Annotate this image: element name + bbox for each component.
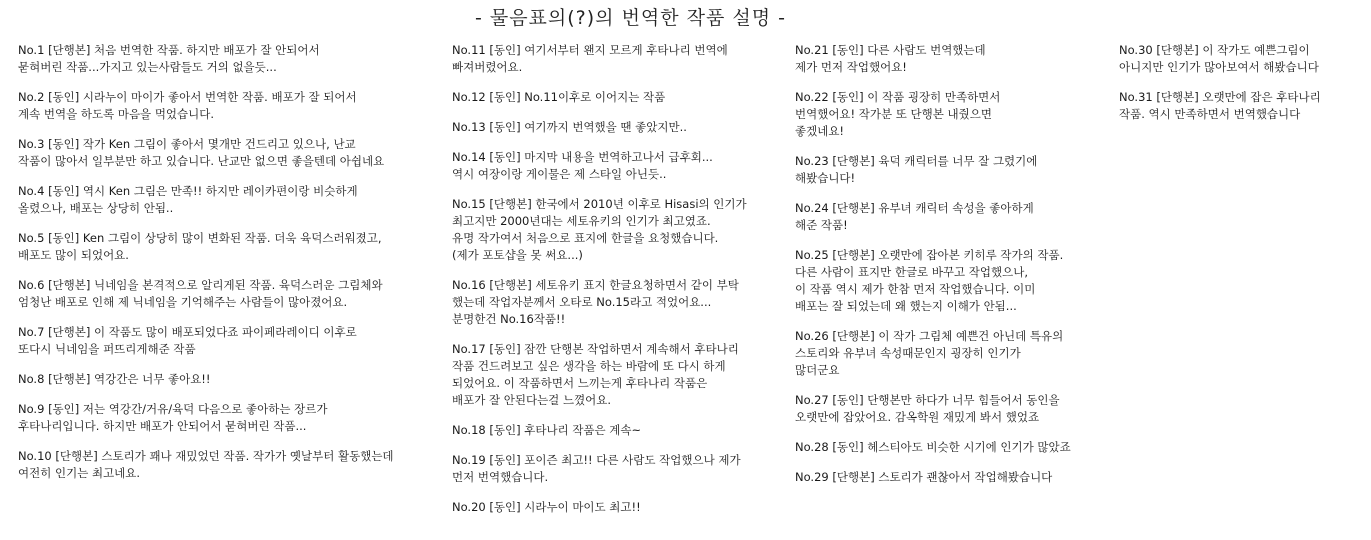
work-entry bbox=[18, 277, 448, 311]
work-entry bbox=[452, 452, 787, 486]
work-entry-line: No.19 [동인] 포이즌 최고!! 다른 사람도 작업했으나 제가 bbox=[452, 453, 741, 467]
work-entry-line: 최고지만 2000년대는 세토유키의 인기가 최고였죠. bbox=[452, 214, 711, 228]
work-entry bbox=[452, 196, 787, 264]
work-entry-line: No.1 [단행본] 처음 번역한 작품. 하지만 배포가 잘 안되어서 bbox=[18, 43, 320, 57]
work-entry bbox=[795, 392, 1115, 426]
work-entry-line: No.2 [동인] 시라누이 마이가 좋아서 번역한 작품. 배포가 잘 되어서 bbox=[18, 90, 357, 104]
work-entry-line: No.7 [단행본] 이 작품도 많이 배포되었다죠 파이페라레이디 이후로 bbox=[18, 325, 357, 339]
work-entry-line: No.27 [동인] 단행본만 하다가 너무 힘들어서 동인을 bbox=[795, 393, 1060, 407]
work-entry bbox=[452, 499, 787, 516]
work-entry-line: 해봤습니다! bbox=[795, 171, 856, 185]
work-entry bbox=[18, 89, 448, 123]
notes-column-3 bbox=[795, 42, 1115, 499]
work-entry-line: No.6 [단행본] 닉네임을 본격적으로 알리게된 작품. 육덕스러운 그림체와 bbox=[18, 278, 383, 292]
work-entry-line: 분명한건 No.16작품!! bbox=[452, 312, 566, 326]
work-entry bbox=[452, 422, 787, 439]
work-entry-line: 후타나리입니다. 하지만 배포가 안되어서 묻혀버린 작품... bbox=[18, 419, 307, 433]
work-entry-line: No.17 [동인] 잠깐 단행본 작업하면서 계속해서 후타나리 bbox=[452, 342, 739, 356]
work-entry bbox=[452, 277, 787, 328]
page-title: - 물음표의(?)의 번역한 작품 설명 - bbox=[474, 7, 787, 29]
notes-column-1 bbox=[18, 42, 448, 495]
work-entry-line: 작품 건드려보고 싶은 생각을 하는 바람에 또 다시 하게 bbox=[452, 359, 726, 373]
notes-column-4 bbox=[1119, 42, 1364, 136]
work-entry-line: 작품. 역시 만족하면서 번역했습니다 bbox=[1119, 107, 1301, 121]
work-entry bbox=[18, 42, 448, 76]
work-entry-line: 스토리와 유부녀 속성때문인지 굉장히 인기가 bbox=[795, 346, 1021, 360]
work-entry-line: 되었어요. 이 작품하면서 느끼는게 후타나리 작품은 bbox=[452, 376, 708, 390]
work-entry bbox=[18, 183, 448, 217]
work-entry-line: 묻혀버린 작품...가지고 있는사람들도 거의 없을듯... bbox=[18, 60, 277, 74]
work-entry-line: 먼저 번역했습니다. bbox=[452, 470, 549, 484]
work-entry bbox=[452, 42, 787, 76]
work-entry bbox=[452, 119, 787, 136]
work-entry-line: 다른 사람이 표지만 한글로 바꾸고 작업했으나, bbox=[795, 265, 1029, 279]
work-entry bbox=[795, 328, 1115, 379]
work-entry bbox=[18, 230, 448, 264]
work-entry-line: 역시 여장이랑 게이물은 제 스타일 아닌듯.. bbox=[452, 167, 667, 181]
work-entry bbox=[18, 136, 448, 170]
work-entry-line: No.16 [단행본] 세토유키 표지 한글요청하면서 같이 부탁 bbox=[452, 278, 739, 292]
work-entry-line: No.29 [단행본] 스토리가 괜찮아서 작업해봤습니다 bbox=[795, 470, 1053, 484]
work-entry-line: 했는데 작업자분께서 오타로 No.15라고 적었어요... bbox=[452, 295, 712, 309]
work-entry-line: 번역했어요! 작가분 또 단행본 내줬으면 bbox=[795, 107, 992, 121]
work-entry-line: No.3 [동인] 작가 Ken 그림이 좋아서 몇개만 건드리고 있으나, 난교 bbox=[18, 137, 356, 151]
work-entry bbox=[795, 247, 1115, 315]
work-entry bbox=[452, 149, 787, 183]
work-entry-line: No.21 [동인] 다른 사람도 번역했는데 bbox=[795, 43, 986, 57]
work-entry bbox=[1119, 89, 1364, 123]
work-entry bbox=[18, 371, 448, 388]
work-entry-line: No.14 [동인] 마지막 내용을 번역하고나서 급후회... bbox=[452, 150, 713, 164]
work-entry bbox=[18, 448, 448, 482]
work-entry-line: No.5 [동인] Ken 그림이 상당히 많이 변화된 작품. 더욱 육덕스러워졌고, bbox=[18, 231, 382, 245]
work-entry-line: 배포는 잘 되었는데 왜 했는지 이해가 안됨... bbox=[795, 299, 1017, 313]
work-entry-line: 오랫만에 잡았어요. 감옥학원 재밌게 봐서 했었죠 bbox=[795, 410, 1040, 424]
work-entry bbox=[795, 89, 1115, 140]
work-entry bbox=[795, 153, 1115, 187]
work-entry-line: No.30 [단행본] 이 작가도 예쁜그림이 bbox=[1119, 43, 1310, 57]
work-entry-line: No.10 [단행본] 스토리가 꽤나 재밌었던 작품. 작가가 옛날부터 활동했는데 bbox=[18, 449, 394, 463]
work-entry bbox=[1119, 42, 1364, 76]
work-entry-line: No.22 [동인] 이 작품 굉장히 만족하면서 bbox=[795, 90, 1001, 104]
work-entry-line: 여전히 인기는 최고네요. bbox=[18, 466, 141, 480]
work-entry-line: No.8 [단행본] 역강간은 너무 좋아요!! bbox=[18, 372, 211, 386]
work-entry-line: 배포가 잘 안된다는걸 느꼈어요. bbox=[452, 393, 612, 407]
work-entry bbox=[18, 324, 448, 358]
work-entry-line: 제가 먼저 작업했어요! bbox=[795, 60, 907, 74]
work-entry-line: 유명 작가여서 처음으로 표지에 한글을 요청했습니다. bbox=[452, 231, 719, 245]
work-entry-line: 좋겠네요! bbox=[795, 124, 845, 138]
work-entry-line: 이 작품 역시 제가 한참 먼저 작업했습니다. 이미 bbox=[795, 282, 1036, 296]
work-entry-line: 엄청난 배포로 인해 제 닉네임을 기억해주는 사람들이 많아졌어요. bbox=[18, 295, 348, 309]
work-entry-line: No.4 [동인] 역시 Ken 그림은 만족!! 하지만 레이카편이랑 비슷하게 bbox=[18, 184, 358, 198]
work-entry-line: No.12 [동인] No.11이후로 이어지는 작품 bbox=[452, 90, 666, 104]
work-entry-line: 빠져버렸어요. bbox=[452, 60, 523, 74]
work-entry bbox=[795, 200, 1115, 234]
work-entry-line: No.13 [동인] 여기까지 번역했을 땐 좋았지만.. bbox=[452, 120, 687, 134]
work-entry-line: 또다시 닉네임을 퍼뜨리게해준 작품 bbox=[18, 342, 196, 356]
work-entry bbox=[18, 401, 448, 435]
work-entry-line: No.15 [단행본] 한국에서 2010년 이후로 Hisasi의 인기가 bbox=[452, 197, 747, 211]
work-entry bbox=[795, 439, 1115, 456]
work-entry-line: 올렸으나, 배포는 상당히 안됨.. bbox=[18, 201, 174, 215]
work-entry bbox=[452, 89, 787, 106]
work-entry-line: 아니지만 인기가 많아보여서 해봤습니다 bbox=[1119, 60, 1319, 74]
work-entry-line: 많더군요 bbox=[795, 363, 840, 377]
work-entry-line: 배포도 많이 되었어요. bbox=[18, 248, 129, 262]
work-entry-line: No.11 [동인] 여기서부터 왠지 모르게 후타나리 번역에 bbox=[452, 43, 728, 57]
work-entry-line: 작품이 많아서 일부분만 하고 있습니다. 난교만 없으면 좋을텐데 아쉽네요 bbox=[18, 154, 385, 168]
work-entry-line: No.18 [동인] 후타나리 작품은 계속~ bbox=[452, 423, 642, 437]
work-entry-line: No.25 [단행본] 오랫만에 잡아본 키히루 작가의 작품. bbox=[795, 248, 1064, 262]
work-entry-line: No.23 [단행본] 육덕 캐릭터를 너무 잘 그렸기에 bbox=[795, 154, 1038, 168]
notes-column-2 bbox=[452, 42, 787, 529]
work-entry bbox=[795, 469, 1115, 486]
work-entry bbox=[452, 341, 787, 409]
work-entry-line: No.20 [동인] 시라누이 마이도 최고!! bbox=[452, 500, 641, 514]
work-entry bbox=[795, 42, 1115, 76]
work-entry-line: No.9 [동인] 저는 역강간/거유/육덕 다음으로 좋아하는 장르가 bbox=[18, 402, 328, 416]
work-entry-line: No.28 [동인] 헤스티아도 비슷한 시기에 인기가 많았죠 bbox=[795, 440, 1071, 454]
work-entry-line: 계속 번역을 하도록 마음을 먹었습니다. bbox=[18, 107, 215, 121]
work-entry-line: No.26 [단행본] 이 작가 그림체 예쁜건 아닌데 특유의 bbox=[795, 329, 1064, 343]
work-entry-line: 해준 작품! bbox=[795, 218, 848, 232]
work-entry-line: (제가 포토샵을 못 써요...) bbox=[452, 248, 583, 262]
work-entry-line: No.24 [단행본] 유부녀 캐릭터 속성을 좋아하게 bbox=[795, 201, 1034, 215]
work-entry-line: No.31 [단행본] 오랫만에 잡은 후타나리 bbox=[1119, 90, 1321, 104]
